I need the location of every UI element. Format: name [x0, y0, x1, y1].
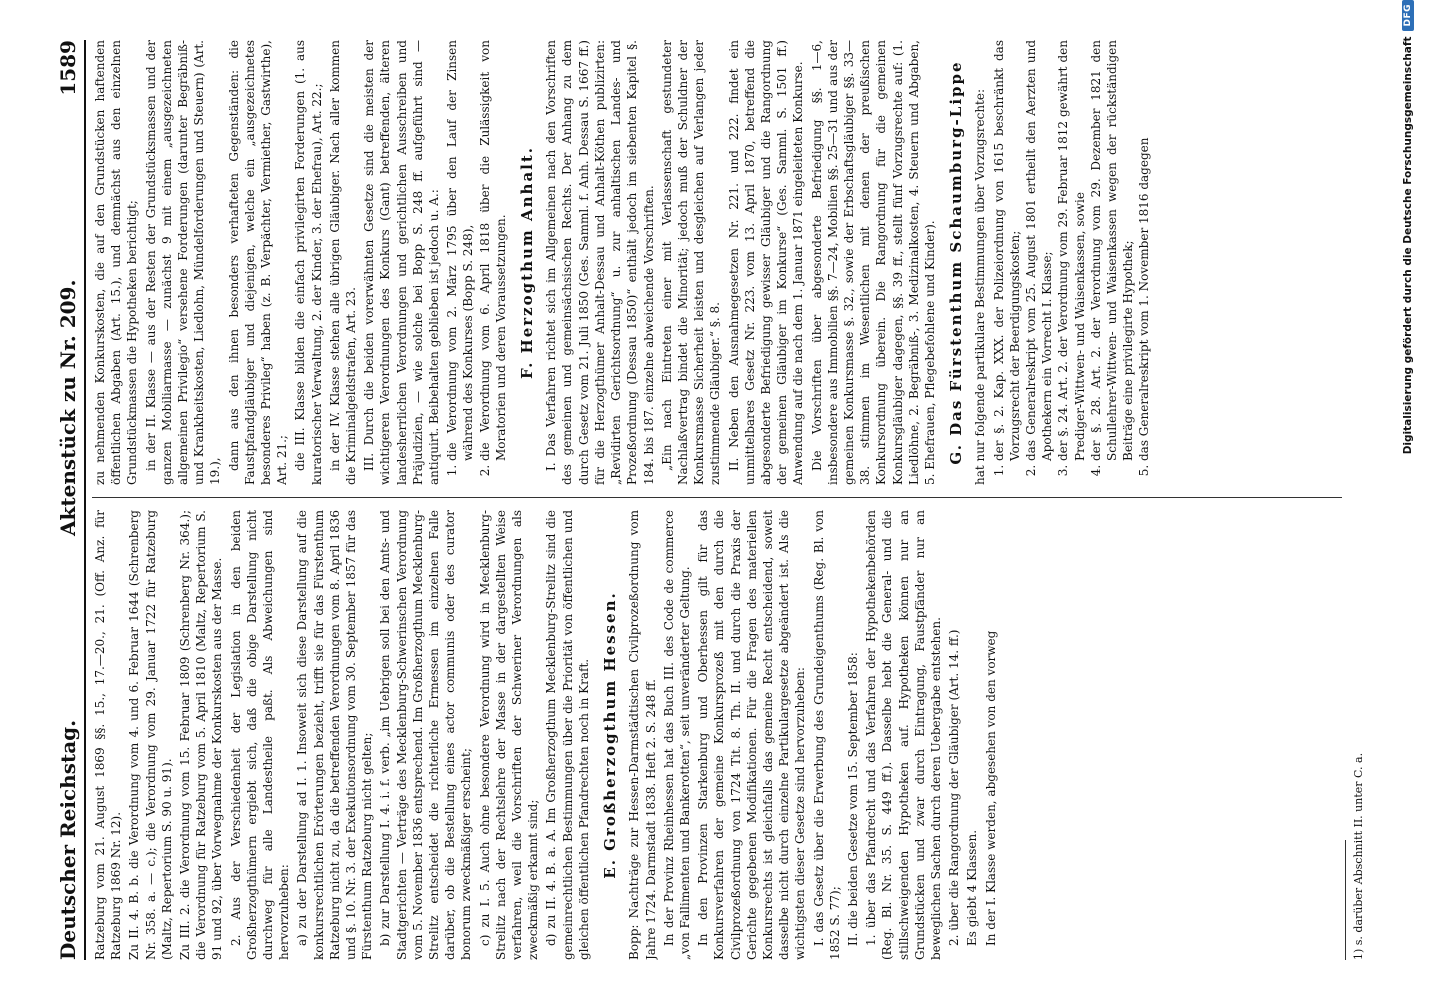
header-rule [84, 40, 86, 960]
paragraph: 2. über die Rangordnung der Gläubiger (Art. 14. ff.) [947, 629, 962, 946]
list-item: 2. die Verordnung vom 6. April 1818 über die Zulässigkeit von Moratorien und deren Voraussetzungen. [477, 40, 509, 461]
paragraph: In der Provinz Rheinhessen hat das Buch III. des Code de commerce „von Fallimenten und Bankerotten“, seit unveränderter Geltung. [661, 510, 692, 960]
footnote-rule [1345, 840, 1346, 960]
paragraph: Die Vorschriften über abgesonderte Befriedigung §§. 1—6, insbesondere aus Immobilien §§. 7—24, Mobilien §§. 25—31 und aus der gemeinen Konkursmasse §. 32., sowie der Erbschaftsgläubiger §§. 33—38. stimmen im Wesentlichen mit denen der preußischen Konkursordnung überein. Die Rangordnung für die gemeinen Konkursgläubiger dagegen, §§. 39 ff., stellt fünf Vorzugsrechte auf: (1. Liedlöhne, 2. Begräbniß-, 3. Medizinalkosten, 4. Steuern und Abgaben, 5. Ehefrauen, Pflegebefohlene und Kinder). [809, 40, 937, 485]
running-head [50, 40, 80, 960]
running-head-left: Deutscher Reichstag. [56, 719, 80, 960]
section-heading: F. Herzogthum Anhalt. [518, 145, 537, 380]
section-heading: G. Das Fürstenthum Schaumburg-Lippe [947, 60, 966, 465]
list-item: 4. der §. 28. Art. 2. der Verordnung vom 29. Dezember 1821 den Schullehrer-Wittwen- und Waisenkassen wegen der rückständigen Beiträge eine privilegirte Hypothek; [1088, 40, 1137, 461]
paragraph: I. Das Verfahren richtet sich im Allgemeinen nach den Vorschriften des gemeinen und gemeinsächsischen Rechts. Der Anhang zu dem durch Gesetz vom 21. Juli 1850 (Ges. Samml. f. Anh. Dessau S. 1667 ff.) für die Herzogthümer Anhalt-Dessau und Anhalt-Köthen publizirten: „Revidirten Gerichtsordnung“ u. zur anhaltischen Landes- und Prozeßordnung (Dessau 1850)“ enthält jedoch im siebenten Kapitel §. 184. bis 187. einzelne abweichende Vorschriften. [544, 40, 656, 485]
list-item: 1. der §. 2. Kap. XXX. der Polizeiordnung von 1615 beschränkt das Vorzugsrecht der Beerdigungskosten; [991, 40, 1023, 461]
paragraph: zu nehmenden Konkurskosten, die auf den Grundstücken haftenden öffentlichen Abgaben (Art. 15.), und demnächst aus den einzelnen Grundstückmassen die Hypotheken berichtigt; [93, 40, 140, 485]
paragraph: II. die beiden Gesetze vom 15. September 1858: [845, 652, 860, 946]
paragraph: Zu II. 4. B. b. die Verordnung vom 4. und 6. Februar 1644 (Schrenberg Nr. 358. a. — c.); die Verordnung vom 29. Januar 1722 für Ratzeburg (Maltz, Repertorium S. 90 u. 91). [127, 510, 174, 960]
column-divider [92, 497, 1342, 498]
paragraph: a) zu der Darstellung ad I. 1. Insoweit sich diese Darstellung auf die konkursrechtlichen Erörterungen bezieht, trifft sie für das Fürstenthum Ratzeburg nicht zu, da die betreffenden Verordnungen vom 8. April 1836 und §. 10. Nr. 3. der Exekutionsordnung vom 30. September 1857 für das Fürstenthum Ratzeburg nicht gelten; [295, 510, 375, 960]
paragraph: „Ein nach Eintreten einer mit Verlassenschaft gestundeter Nachlaßvertrag bindet die Minorität; jedoch muß der Schuldner der Konkursmasse Sicherheit leisten und desgleichen auf Verlangen jeder zustimmende Gläubiger.“ §. 8. [659, 40, 723, 485]
list-item: 1. die Verordnung vom 2. März 1795 über den Lauf der Zinsen während des Konkurses (Bopp S. 248), [444, 40, 476, 461]
paragraph: d) zu II. 4. B. a. A. Im Großherzogthum Mecklenburg-Strelitz sind die gemeinrechtlichen Bestimmungen über die Priorität von öffentlichen und gleichen öffentlichen Pfandrechten noch in Kraft. [544, 510, 591, 960]
paragraph: c) zu I. 5. Auch ohne besondere Verordnung wird in Mecklenburg-Strelitz nach der Rechtslehre der Masse in der dargestellten Weise verfahren, weil die Vorschriften der Schweriner Verordnungen als zweckmäßig erkannt sind; [477, 510, 541, 960]
section-heading: E. Großherzogthum Hessen. [601, 591, 620, 879]
right-column [92, 40, 1382, 485]
paragraph: b) zur Darstellung I. 4. i. f. verb. „im Uebrigen soll bei den Amts- und Stadtgerichten — Verträge des Mecklenburg-Schwerinschen Verordnung vom 5. November 1836 entsprechend. Im Großherzogthum Mecklenburg-Strelitz entscheidet die richterliche Ermessen im einzelnen Falle darüber, ob die Bestellung eines actor communis oder des curator bonorum zweckmäßiger erscheint; [378, 510, 474, 960]
numbered-list [991, 40, 1153, 485]
paragraph: III. Durch die beiden vorerwähnten Gesetze sind die meisten der wichtigeren Verordnungen des Konkurs (Gant) betreffenden, älteren landesherrlichen Verordnungen und gerichtlichen Ausschreiben und Präjudizien, — wie solche bei Bopp S. 248 ff. aufgeführt sind — antiquirt. Beibehalten geblieben ist jedoch u. A.: [362, 40, 442, 485]
list-item: 3. der §. 24. Art. 2. der Verordnung vom 29. Februar 1812 gewährt den Prediger-Wittwen- und Waisenkassen, sowie [1055, 40, 1087, 461]
paragraph: hat nur folgende partikulare Bestimmungen über Vorzugsrechte: [973, 88, 988, 485]
digitization-notice [1402, 0, 1414, 455]
digitization-text: Digitalisierung gefördert durch die Deutsche Forschungsgemeinschaft [1402, 36, 1414, 455]
paragraph: in der II. Klasse — aus der Resten der Grundstücksmassen und der ganzen Mobiliarmasse — zunächst 9 mit einem „ausgezeichneten allgemeinen Privilegio“ versehene Forderungen (darunter Begräbniß- und Krankheitskosten, Liedlohn, Mündelforderungen und Steuern) (Art. 19.), [143, 40, 223, 485]
paragraph: II. Neben den Ausnahmegesetzen Nr. 221. und 222. findet ein unmittelbares Gesetz Nr. 223. vom 13. April 1870, betreffend die abgesonderte Befriedigung gewisser Gläubiger und die Rangordnung der gemeinen Gläubiger im Konkurse“ (Ges. Samml. S. 1501 ff.) Anwendung auf die nach dem 1. Januar 1871 eingeleiteten Konkurse. [726, 40, 806, 485]
list-item: 2. das Generalreskript vom 25. August 1801 ertheilt den Aerzten und Apothekern ein Vorrecht I. Klasse; [1023, 40, 1055, 461]
paragraph: 1. über das Pfandrecht und das Verfahren der Hypothekenbehörden (Reg. Bl. Nr. 35. S. 449 ff.). Dasselbe hebt die General- und die stillschweigenden Hypotheken auf. Hypotheken können nur an Grundstücken und zwar durch Eintragung, Faustpfänder nur an beweglichen Sachen durch deren Uebergabe entstehen. [864, 510, 943, 960]
paragraph: dann aus den ihnen besonders verhafteten Gegenständen: die Faustpfandgläubiger und diejenigen, welche ein „ausgezeichnetes besonderes Privileg“ haben (z. B. Verpächter, Vermiether, Gastwirthe), Art. 21.; [226, 40, 290, 485]
paragraph: Bopp: Nachträge zur Hessen-Darmstädtischen Civilprozeßordnung vom Jahre 1724. Darmstadt 1838. Heft 2. S. 248 ff. [627, 510, 658, 960]
page-number: 1589 [56, 40, 80, 96]
numbered-list [444, 40, 509, 485]
paragraph: Ratzeburg vom 21. August 1869 §§. 15., 17.—20., 21. (Off. Anz. für Ratzeburg 1869 Nr. 12). [93, 510, 124, 960]
paragraph: 2. Aus der Verschiedenheit der Legislation in den beiden Großherzogthümern ergiebt sich, daß die obige Darstellung nicht durchweg für alle Landestheile paßt. Als Abweichungen sind hervorzuheben: [228, 510, 292, 960]
paragraph: In den Provinzen Starkenburg und Oberhessen gilt für das Konkursverfahren der gemeine Konkursprozeß mit den durch die Civilprozeßordnung von 1724 Tit. 8. Th. II. und durch die Praxis der Gerichte gegebenen Modifikationen. Für die Fragen des materiellen Konkursrechts ist gleichfalls das gemeine Recht entscheidend, soweit dasselbe nicht durch einzelne Partikulargesetze abgeändert ist. Als die wichtigsten dieser Gesetze sind hervorzuheben: [696, 510, 808, 960]
paragraph: Es giebt 4 Klassen. [965, 829, 980, 946]
running-head-center: Aktenstück zu Nr. 209. [56, 279, 80, 536]
left-column [92, 510, 1382, 960]
paragraph: I. das Gesetz über die Erwerbung des Grundeigenthums (Reg. Bl. von 1852 S. 77); [811, 510, 842, 960]
paragraph: in der IV. Klasse stehen alle übrigen Gläubiger. Nach aller kommen die Kriminalgeldstrafen, Art. 23. [327, 40, 359, 485]
footnote: 1) s. darüber Abschnitt II. unter C. a. [1352, 752, 1365, 960]
paragraph: In der I. Klasse werden, abgesehen von den vorweg [983, 630, 998, 946]
paragraph: Zu III. 2. die Verordnung vom 15. Februar 1809 (Schrenberg Nr. 364.); die Verordnung für Ratzeburg vom 5. April 1810 (Maltz, Repertorium S. 91 und 92, über Vorwegnahme der Konkurskosten aus der Masse. [178, 510, 225, 960]
paragraph: die III. Klasse bilden die einfach privilegirten Forderungen (1. aus kuratorischer Verwaltung, 2. der Kinder, 3. der Ehefrau), Art. 22.; [293, 40, 324, 485]
dfg-logo: DFG [1402, 0, 1414, 31]
list-item: 5. das Generalreskript vom 1. November 1816 dagegen [1136, 40, 1152, 461]
